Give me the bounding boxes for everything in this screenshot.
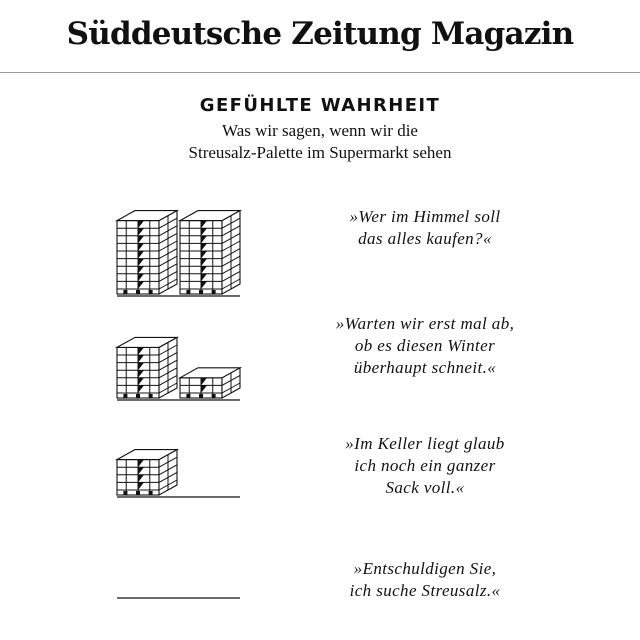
quote-4 bbox=[300, 558, 550, 602]
quote-3 bbox=[300, 433, 550, 499]
subtitle-line-2: Streusalz-Palette im Supermarkt sehen bbox=[188, 143, 452, 162]
masthead-logo: Süddeutsche Zeitung Magazin bbox=[66, 16, 574, 52]
page-title: GEFÜHLTE WAHRHEIT bbox=[199, 95, 441, 116]
salt-stack-1-1-pallet-block bbox=[123, 290, 127, 294]
quote-2 bbox=[300, 313, 550, 379]
salt-stack-2-1-pallet-block bbox=[149, 394, 153, 398]
quote-1 bbox=[300, 206, 550, 250]
quote-4-line: ich suche Streusalz.« bbox=[349, 581, 501, 600]
salt-stack-3-1-pallet-block bbox=[123, 491, 127, 495]
quote-1-line: »Wer im Himmel soll bbox=[349, 207, 501, 226]
salt-stack-1-2-pallet-block bbox=[186, 290, 190, 294]
subtitle-line-1: Was wir sagen, wenn wir die bbox=[222, 121, 418, 140]
salt-stack-2-1-pallet-block bbox=[136, 394, 140, 398]
salt-stack-2-2-pallet-block bbox=[212, 394, 216, 398]
quote-2-line: überhaupt schneit.« bbox=[353, 358, 497, 377]
quote-2-line: ob es diesen Winter bbox=[354, 336, 496, 355]
quote-3-line: Sack voll.« bbox=[385, 478, 465, 497]
salt-stack-3-1-pallet-block bbox=[136, 491, 140, 495]
salt-stack-1-1-pallet-block bbox=[136, 290, 140, 294]
salt-stack-1-2-pallet-block bbox=[199, 290, 203, 294]
quote-3-line: ich noch ein ganzer bbox=[354, 456, 496, 475]
quote-3-line: »Im Keller liegt glaub bbox=[345, 434, 505, 453]
salt-stack-1-2-pallet-block bbox=[212, 290, 216, 294]
quote-1-line: das alles kaufen?« bbox=[358, 229, 492, 248]
salt-stack-2-2-pallet-block bbox=[199, 394, 203, 398]
quote-4-line: »Entschuldigen Sie, bbox=[353, 559, 497, 578]
salt-stack-2-2-pallet-block bbox=[186, 394, 190, 398]
salt-stack-1-1-pallet-block bbox=[149, 290, 153, 294]
salt-stack-3-1-pallet-block bbox=[149, 491, 153, 495]
salt-stack-2-1-pallet-block bbox=[123, 394, 127, 398]
quote-2-line: »Warten wir erst mal ab, bbox=[335, 314, 515, 333]
